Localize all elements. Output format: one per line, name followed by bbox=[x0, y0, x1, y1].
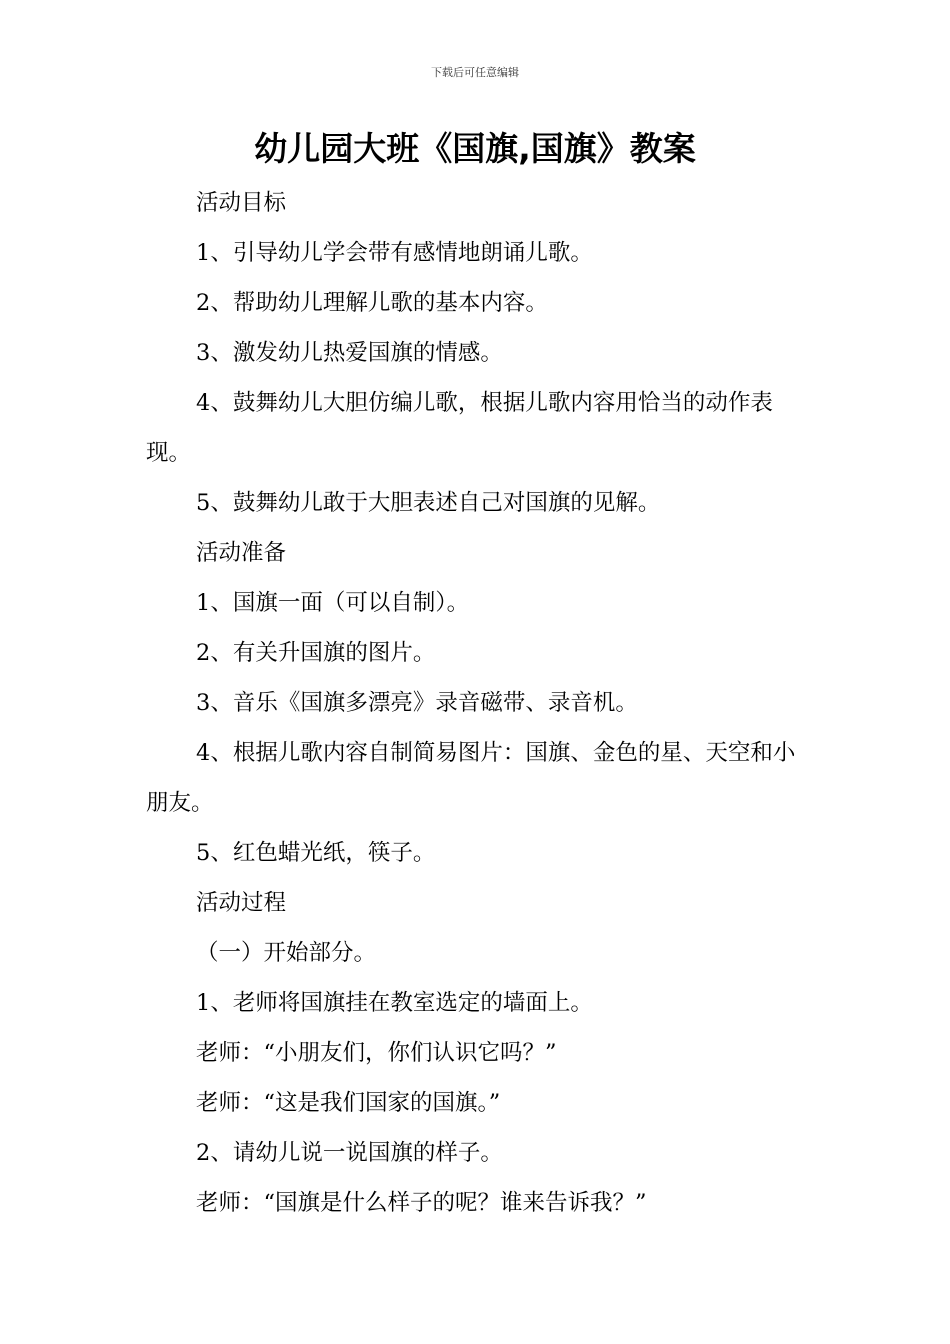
section-heading-objectives: 活动目标 bbox=[196, 190, 287, 216]
section-heading-preparation: 活动准备 bbox=[196, 540, 287, 566]
objective-item: 3、激发幼儿热爱国旗的情感。 bbox=[196, 340, 503, 366]
process-subheading: （一）开始部分。 bbox=[196, 940, 377, 966]
teacher-dialogue: 老师：“这是我们国家的国旗。” bbox=[196, 1090, 501, 1116]
teacher-dialogue: 老师：“小朋友们，你们认识它吗？” bbox=[196, 1040, 557, 1066]
section-heading-process: 活动过程 bbox=[196, 890, 287, 916]
objective-item: 4、鼓舞幼儿大胆仿编儿歌，根据儿歌内容用恰当的动作表现。 bbox=[146, 390, 773, 466]
objective-item: 5、鼓舞幼儿敢于大胆表述自己对国旗的见解。 bbox=[196, 490, 661, 516]
document-title: 幼儿园大班《国旗,国旗》教案 bbox=[254, 129, 696, 168]
preparation-item: 3、音乐《国旗多漂亮》录音磁带、录音机。 bbox=[196, 690, 638, 716]
preparation-item: 2、有关升国旗的图片。 bbox=[196, 640, 436, 666]
preparation-item: 4、根据儿歌内容自制简易图片：国旗、金色的星、天空和小朋友。 bbox=[146, 740, 796, 816]
objective-item: 2、帮助幼儿理解儿歌的基本内容。 bbox=[196, 290, 548, 316]
preparation-item: 5、红色蜡光纸，筷子。 bbox=[196, 840, 436, 866]
process-step: 2、请幼儿说一说国旗的样子。 bbox=[196, 1140, 503, 1166]
page-header-note: 下载后可任意编辑 bbox=[431, 66, 519, 79]
teacher-dialogue: 老师：“国旗是什么样子的呢？谁来告诉我？” bbox=[196, 1190, 647, 1216]
objective-item: 1、引导幼儿学会带有感情地朗诵儿歌。 bbox=[196, 240, 593, 266]
document-body bbox=[146, 178, 810, 1228]
process-step: 1、老师将国旗挂在教室选定的墙面上。 bbox=[196, 990, 593, 1016]
preparation-item: 1、国旗一面（可以自制）。 bbox=[196, 590, 470, 616]
